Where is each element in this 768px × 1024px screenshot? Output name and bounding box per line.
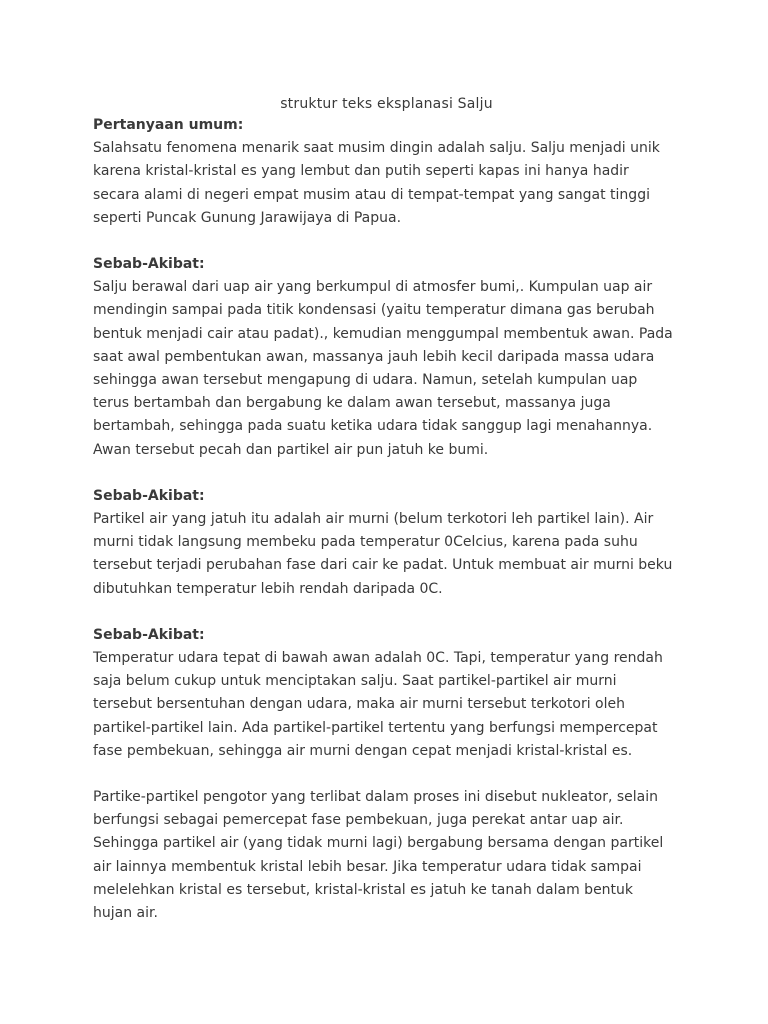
section-pertanyaan-umum: [93, 114, 676, 230]
section-paragraph: Salahsatu fenomena menarik saat musim dingin adalah salju. Salju menjadi unik karena kristal-kristal es yang lembut dan putih seperti kapas ini hanya hadir secara alami di negeri empat musim atau di tempat-tempat yang sangat tinggi seperti Puncak Gunung Jarawijaya di Papua.: [93, 140, 660, 226]
section-heading: Pertanyaan umum:: [93, 117, 244, 133]
section-paragraph: Temperatur udara tepat di bawah awan adalah 0C. Tapi, temperatur yang rendah saja belum cukup untuk menciptakan salju. Saat partikel-partikel air murni tersebut bersentuhan dengan udara, maka air murni tersebut terkotori oleh partikel-partikel lain. Ada partikel-partikel tertentu yang berfungsi mempercepat fase pembekuan, sehingga air murni dengan cepat menjadi kristal-kristal es.: [93, 650, 663, 759]
section-sebab-akibat-1: [93, 253, 676, 462]
section-heading: Sebab-Akibat:: [93, 626, 205, 643]
section-nukleator: [93, 786, 676, 925]
section-paragraph: Partikel air yang jatuh itu adalah air murni (belum terkotori leh partikel lain). Air murni tidak langsung membeku pada temperatur 0Celcius, karena pada suhu tersebut terjadi perubahan fase dari cair ke padat. Untuk membuat air murni beku dibutuhkan temperatur lebih rendah daripada 0C.: [93, 511, 673, 597]
section-paragraph: Salju berawal dari uap air yang berkumpul di atmosfer bumi,. Kumpulan uap air mendingin sampai pada titik kondensasi (yaitu temperatur dimana gas berubah bentuk menjadi cair atau padat)., kemudian menggumpal membentuk awan. Pada saat awal pembentukan awan, massanya jauh lebih kecil daripada massa udara sehingga awan tersebut mengapung di udara. Namun, setelah kumpulan uap terus bertambah dan bergabung ke dalam awan tersebut, massanya juga bertambah, sehingga pada suatu ketika udara tidak sanggup lagi menahannya. Awan tersebut pecah dan partikel air pun jatuh ke bumi.: [93, 279, 673, 458]
document-title: struktur teks eksplanasi Salju: [280, 96, 493, 112]
section-paragraph: Partike-partikel pengotor yang terlibat dalam proses ini disebut nukleator, selain berfungsi sebagai pemercepat fase pembekuan, juga perekat antar uap air. Sehingga partikel air (yang tidak murni lagi) bergabung bersama dengan partikel air lainnya membentuk kristal lebih besar. Jika temperatur udara tidak sampai melelehkan kristal es tersebut, kristal-kristal es jatuh ke tanah dalam bentuk hujan air.: [93, 789, 664, 922]
section-sebab-akibat-2: [93, 485, 676, 601]
section-sebab-akibat-3: [93, 624, 676, 763]
section-heading: Sebab-Akibat:: [93, 487, 205, 504]
section-heading: Sebab-Akibat:: [93, 256, 205, 273]
